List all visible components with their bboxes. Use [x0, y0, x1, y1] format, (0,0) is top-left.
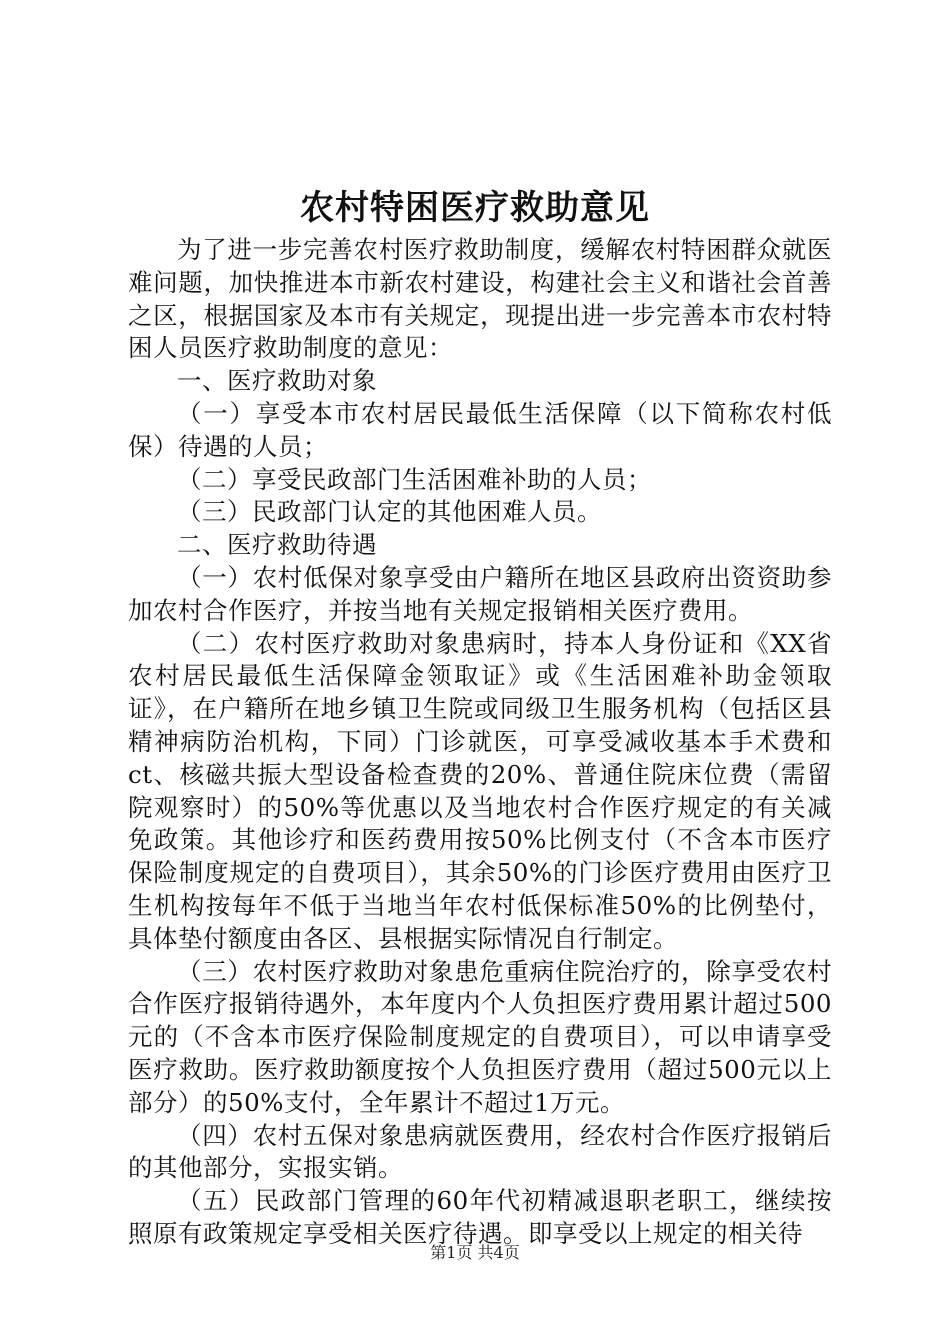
paragraph-item: （二）享受民政部门生活困难补助的人员； [177, 464, 652, 494]
paragraph-item: （三）民政部门认定的其他困难人员。 [177, 497, 602, 527]
paragraph-intro: 为了进一步完善农村医疗救助制度，缓解农村特困群众就医难问题，加快推进本市新农村建设，构建社会主义和谐社会首善之区，根据国家及本市有关规定，现提出进一步完善本市农村特困人员医疗救助制度的意见： [128, 235, 832, 363]
paragraph-item: （四）农村五保对象患病就医费用，经农村合作医疗报销后的其他部分，实报实销。 [128, 1120, 832, 1183]
document-body [128, 234, 832, 1251]
paragraph-item: （三）农村医疗救助对象患危重病住院治疗的，除享受农村合作医疗报销待遇外，本年度内个人负担医疗费用累计超过500元的（不含本市医疗保险制度规定的自费项目），可以申请享受医疗救助。医疗救助额度按个人负担医疗费用（超过500元以上部分）的50%支付，全年累计不超过1万元。 [128, 956, 832, 1117]
section-heading-2: 二、医疗救助待遇 [177, 530, 377, 560]
page-footer: 第1页 共4页 [430, 1243, 520, 1262]
paragraph-item: （一）农村低保对象享受由户籍所在地区县政府出资资助参加农村合作医疗，并按当地有关规定报销相关医疗费用。 [128, 562, 832, 625]
document-title: 农村特困医疗救助意见 [300, 188, 650, 228]
section-heading-1: 一、医疗救助对象 [177, 366, 377, 396]
paragraph-item: （二）农村医疗救助对象患病时，持本人身份证和《XX省农村居民最低生活保障金领取证》或《生活困难补助金领取证》，在户籍所在地乡镇卫生院或同级卫生服务机构（包括区县精神病防治机构，下同）门诊就医，可享受减收基本手术费和ct、核磁共振大型设备检查费的20%、普通住院床位费（需留院观察时）的50%等优惠以及当地农村合作医疗规定的有关减免政策。其他诊疗和医药费用按50%比例支付（不含本市医疗保险制度规定的自费项目），其余50%的门诊医疗费用由医疗卫生机构按每年不低于当地当年农村低保标准50%的比例垫付，具体垫付额度由各区、县根据实际情况自行制定。 [128, 628, 832, 953]
paragraph-item: （一）享受本市农村居民最低生活保障（以下简称农村低保）待遇的人员； [128, 398, 832, 461]
paragraph-item: （五）民政部门管理的60年代初精减退职老职工，继续按照原有政策规定享受相关医疗待遇。即享受以上规定的相关待 [128, 1186, 832, 1248]
